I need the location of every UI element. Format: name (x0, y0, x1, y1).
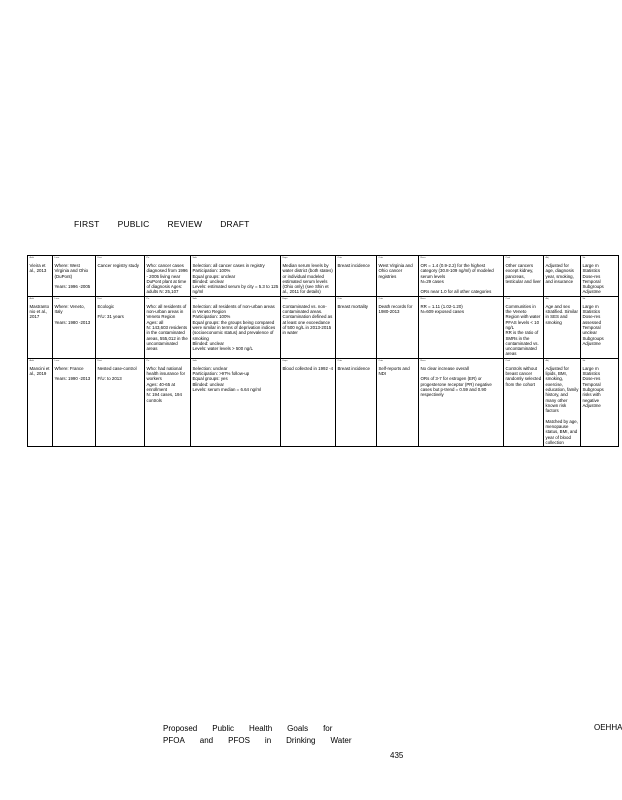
draft-word: PUBLIC (117, 219, 150, 229)
cell-selection (191, 358, 281, 446)
cell-outcome (336, 358, 377, 446)
header-fragment: Desi (97, 297, 102, 300)
cell-exposure (281, 256, 336, 297)
cell-text: Ecologic F/U: 31 years (97, 303, 124, 320)
cell-design (96, 256, 145, 297)
header-fragment: Str (582, 257, 586, 259)
header-fragment: Sele (192, 359, 197, 362)
cell-text: Who: had national health insurance for workers Ages: 40-65 at enrollment N: 194 cases, 194 controls (146, 365, 186, 403)
cell-strengths (581, 256, 619, 297)
header-fragment: Sele (192, 257, 197, 259)
header-fragment: Adj (545, 257, 549, 259)
cell-text: Breast mortality (337, 303, 368, 309)
header-fragment: Po (146, 297, 150, 300)
header-fragment: Outc (337, 257, 343, 259)
cell-author (28, 256, 53, 297)
header-fragment: Auth (29, 257, 34, 259)
cell-text: Mastrantonio et al., 2017 (29, 303, 50, 320)
cell-text: Adjusted for lipids, BMI, smoking, exercise, education, family history, and many other known risk factors Matched by age, menopause status, BMI, and year of blood collection (545, 365, 579, 445)
cell-text: Death records for 1980-2013 (378, 303, 413, 315)
document-title (163, 723, 367, 747)
cell-location (53, 358, 96, 446)
cell-strengths (581, 358, 619, 446)
header-fragment: Resu (420, 297, 426, 300)
cell-text: West Virginia and Ohio cancer registries (378, 263, 413, 279)
cell-location (53, 296, 96, 358)
title-line-2: PFOA and PFOS in Drinking Water (163, 736, 352, 745)
draft-word: REVIEW (167, 219, 203, 229)
header-fragment: Expo (282, 359, 288, 362)
cell-outcome-source (377, 256, 419, 297)
cell-text: Large m Statistics Dose-res assessed Temporal unclear Subgroups Adjustme (582, 303, 604, 346)
cell-text: Mancini et al., 2019 (29, 365, 50, 377)
cell-outcome (336, 256, 377, 297)
cell-text: OR = 1.4 (0.9-2.2) for the highest category (30.8-109 ng/ml) of modeled serum levels N=29 cases ORs near 1.0 for all other categories (420, 263, 494, 295)
cell-population (145, 256, 191, 297)
cell-text: Other cancers except kidney, pancreas, testicular and liver (505, 263, 541, 284)
cell-text: Controls without breast cancer randomly selected from the cohort (505, 365, 542, 387)
cell-text: Nested case-control F/U: to 2013 (97, 365, 137, 382)
cell-text: Blood collected in 1992 -4 (282, 365, 334, 371)
cell-text: Breast incidence (337, 365, 370, 371)
cell-text: Median serum levels by water district (both states) or individual modeled estimated serum levels (Ohio only) (see Shin et al., 2011 for details) (282, 263, 333, 295)
cell-comparison (504, 256, 544, 297)
header-fragment: Sele (192, 297, 197, 300)
header-fragment: Resu (420, 359, 426, 362)
cell-location (53, 256, 96, 297)
header-fragment: Po (146, 359, 150, 362)
cell-text: Who: all residents of non-urban areas in Veneto Region Ages: all N: 143,603 residents in the contaminated areas, 555,012 in the uncontaminated areas (146, 303, 188, 352)
draft-word: DRAFT (220, 219, 250, 229)
header-fragment: Adj (545, 297, 549, 300)
cell-outcome (336, 296, 377, 358)
cell-selection (191, 296, 281, 358)
header-fragment: Adj (545, 359, 549, 362)
cell-text: Selection: unclear Participation: >97% follow-up Equal groups: yes Blinded: unclear Levels: serum median = 6.64 ng/ml (192, 365, 261, 392)
cell-text: Where: France Years: 1990 -2013 (54, 365, 91, 382)
cell-exposure (281, 358, 336, 446)
cell-text: Large m Statistics Dose-res Temporal Subgroups Adjustme (582, 263, 604, 295)
cell-text: Selection: all residents of non-urban areas in Veneto Region Participation: 100% Equal groups: the groups being compared were similar in terms of deprivation indices (socioeconomic status) and prevalence of smoking Blinded: unclear Levels: water levels > 500 ng/L (192, 303, 276, 352)
cell-outcome-source (377, 358, 419, 446)
cell-population (145, 358, 191, 446)
header-fragment: Outc (337, 359, 343, 362)
header-fragment: Desi (97, 257, 102, 259)
header-fragment: Outc (337, 297, 343, 300)
cell-text: Where: Veneto, Italy Years: 1980 -2013 (54, 303, 91, 325)
cell-text: Self-reports and NDI (378, 365, 410, 377)
header-fragment: Outc (378, 359, 384, 362)
header-fragment: Auth (29, 297, 34, 300)
table-row (28, 358, 619, 446)
cell-adjustment (544, 296, 581, 358)
draft-watermark (74, 219, 268, 229)
cell-text: Large m Statistics Dose-res Temporal Subgroups risks with negative Adjustme (582, 365, 604, 408)
cell-results (419, 296, 504, 358)
header-fragment: Conf (505, 359, 511, 362)
header-fragment: Desi (97, 359, 102, 362)
cell-outcome-source (377, 296, 419, 358)
cell-text: RR = 1.11 (1.02-1.20) N=609 exposed cases (420, 303, 465, 315)
cell-text: Age and sex stratified. Similar in SES and smoking (545, 303, 578, 325)
cell-text: Vieira et al., 2013 (29, 263, 47, 274)
evidence-table (27, 255, 619, 447)
page-number: 435 (390, 751, 404, 760)
header-fragment: Expo (282, 257, 288, 259)
header-fragment: Outc (378, 297, 384, 300)
agency-name: OEHHA (594, 723, 622, 732)
cell-text: Cancer registry study (97, 263, 139, 268)
cell-design (96, 296, 145, 358)
cell-strengths (581, 296, 619, 358)
cell-comparison (504, 296, 544, 358)
cell-text: Adjusted for age, diagnosis year, smoking, and insurance (545, 263, 574, 284)
cell-population (145, 296, 191, 358)
cell-design (96, 358, 145, 446)
header-fragment: Expo (282, 297, 288, 300)
cell-text: Who: cancer cases diagnosed from 1996 - 2005 living near DuPont plant at time of diagnosis Ages: adults N: 25,107 (146, 263, 188, 295)
cell-results (419, 256, 504, 297)
header-fragment: Conf (505, 297, 511, 300)
cell-text: Contaminated vs. non-contaminated areas. Contamination defined as at least one exceedance of 500 ng/L in 2013-2015 in water (282, 303, 333, 336)
table-row (28, 256, 619, 297)
header-fragment: Loca (54, 359, 60, 362)
header-fragment: Conf (505, 257, 511, 259)
header-fragment: Auth (29, 359, 34, 362)
draft-word: FIRST (74, 219, 100, 229)
cell-text: No clear increase overall ORs of 3-7 for estrogen (ER) or progesterone receptor (PR) negative cases but p-trend = 0.59 and 0.90 respectively (420, 365, 492, 398)
header-fragment: Outc (378, 257, 384, 259)
table-row (28, 296, 619, 358)
cell-adjustment (544, 256, 581, 297)
cell-text: Where: West Virginia and Ohio (DuPont) Years: 1996 -2005 (54, 263, 91, 290)
cell-text: Breast incidence (337, 263, 370, 268)
cell-exposure (281, 296, 336, 358)
header-fragment: Po (146, 257, 150, 259)
header-fragment: Str (582, 297, 586, 300)
cell-selection (191, 256, 281, 297)
cell-comparison (504, 358, 544, 446)
header-fragment: Resu (420, 257, 426, 259)
cell-author (28, 358, 53, 446)
cell-results (419, 358, 504, 446)
header-fragment: Loca (54, 297, 60, 300)
title-line-1: Proposed Public Health Goals for (163, 724, 333, 733)
cell-text: Selection: all cancer cases in registry Participation: 100% Equal groups: unclear Blinded: unclear Levels: estimated serum by city = 5.3 to 125 ng/ml (192, 263, 279, 295)
cell-author (28, 296, 53, 358)
header-fragment: Str (582, 359, 586, 362)
cell-adjustment (544, 358, 581, 446)
cell-text: Communities in the Veneto Region with water PFAS levels < 10 ng/L RR is the ratio of SMRs in the contaminated vs. uncontaminated areas (505, 303, 541, 357)
header-fragment: Loca (54, 257, 60, 259)
